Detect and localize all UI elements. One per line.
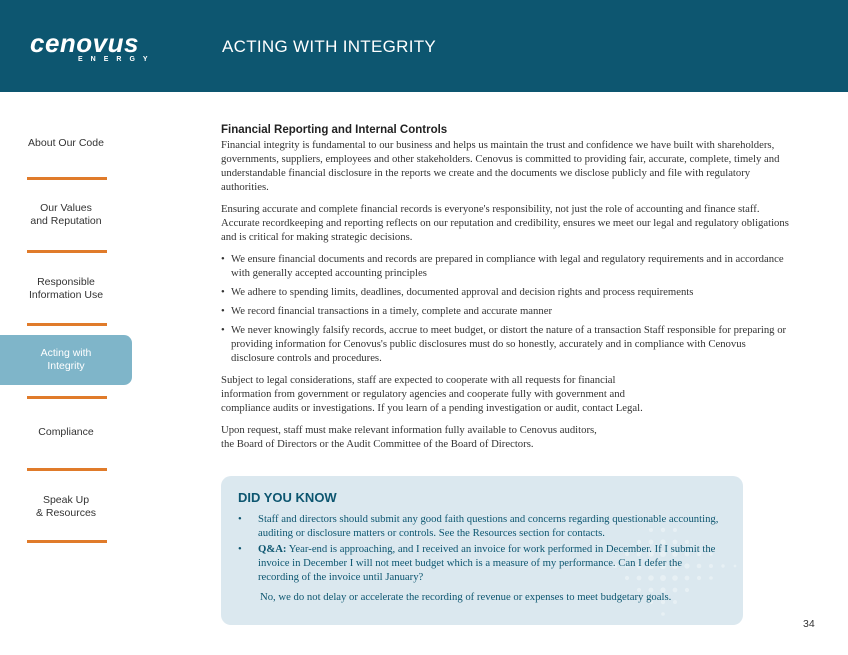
paragraph-line: Upon request, staff must make relevant information fully available to Cenovus auditors, [221, 424, 597, 436]
paragraph-line: compliance audits or investigations. If you learn of a pending investigation or audit, contact Legal. [221, 402, 643, 414]
bullet-list [221, 252, 791, 365]
paragraph: Financial integrity is fundamental to our business and helps us maintain the trust and confidence we have built with shareholders, governments, suppliers, employees and other stakeholders. Cenovus is committed to providing fair, accurate, complete, timely and understandable financial disclosure in the reports we create and the documents we disclose publicly and file with regulatory authorities. [221, 139, 780, 193]
sidebar-divider [27, 177, 107, 180]
qa-label: Q&A: [258, 543, 287, 555]
paragraph [221, 373, 791, 415]
sidebar-item-label: Responsible [37, 276, 95, 288]
paragraph-line: information from government or regulatory agencies and cooperate fully with government and [221, 388, 625, 400]
sidebar-item-label: Compliance [38, 426, 94, 438]
qa-answer: No, we do not delay or accelerate the recording of revenue or expenses to meet budgetary goals. [260, 591, 672, 603]
list-item: • We record financial transactions in a timely, complete and accurate manner [221, 304, 791, 318]
list-item: • We never knowingly falsify records, accrue to meet budget, or distort the nature of a transaction Staff responsible for preparing or providing information for Cenovus's public disclosures must do so honestly, accurately and in compliance with Cenovus disclosure controls and procedures. [221, 323, 791, 365]
sidebar-item-label: Speak Up [42, 494, 90, 506]
sidebar-item-label: About Our Code [28, 137, 104, 149]
sidebar-nav [0, 92, 140, 655]
sidebar-item-label: and Reputation [30, 215, 102, 227]
sidebar-divider [27, 468, 107, 471]
did-you-know-box [221, 476, 743, 625]
logo-subtitle: ENERGY [78, 56, 156, 63]
did-you-know-title: DID YOU KNOW [238, 490, 337, 505]
list-item [238, 542, 725, 584]
page-title: ACTING WITH INTEGRITY [222, 37, 437, 56]
sidebar-item-label: Integrity [47, 360, 85, 372]
sidebar-divider [27, 250, 107, 253]
sidebar-divider [27, 396, 107, 399]
sidebar-item-label: Our Values [40, 202, 92, 214]
logo-wordmark: cenovus [30, 28, 139, 58]
qa-question: Year-end is approaching, and I received an invoice for work performed in December. If I submit the invoice in December I will not meet budget which is a measure of my performance. Can I defer the recording of the invoice until January? [258, 543, 716, 583]
sidebar-item-compliance[interactable] [0, 426, 132, 439]
main-content [221, 123, 791, 459]
sidebar-item-acting-with-integrity[interactable] [0, 335, 132, 385]
sidebar-divider [27, 540, 107, 543]
page-number: 34 [803, 618, 815, 630]
sidebar-item-about-our-code[interactable] [0, 137, 132, 150]
list-item: • Staff and directors should submit any good faith questions and concerns regarding questionable accounting, auditing or disclosure matters or controls. See the Resources section for contacts. [238, 512, 725, 540]
paragraph-line: the Board of Directors or the Audit Committee of the Board of Directors. [221, 438, 534, 450]
list-item: • We adhere to spending limits, deadlines, documented approval and decision rights and process requirements [221, 285, 791, 299]
sidebar-item-our-values[interactable] [0, 202, 132, 228]
sidebar-item-responsible-information-use[interactable] [0, 276, 132, 302]
list-item: • We ensure financial documents and records are prepared in compliance with legal and regulatory requirements and in accordance with generally accepted accounting principles [221, 252, 791, 280]
page-header [0, 0, 848, 92]
sidebar-item-speak-up-resources[interactable] [0, 494, 132, 520]
sidebar-item-label: Information Use [28, 289, 104, 301]
paragraph: Ensuring accurate and complete financial records is everyone's responsibility, not just the role of accounting and finance staff. Accurate recordkeeping and reporting reflects on our reputation and credibility, ensures we meet our legal and regulatory obligations and is critical for making strategic decisions. [221, 203, 789, 243]
cenovus-logo[interactable] [30, 30, 154, 70]
paragraph-line: Subject to legal considerations, staff are expected to cooperate with all requests for financial [221, 374, 616, 386]
sidebar-divider [27, 323, 107, 326]
paragraph [221, 423, 791, 451]
did-you-know-list [238, 512, 725, 584]
section-heading: Financial Reporting and Internal Controls [221, 124, 448, 136]
sidebar-item-label: Acting with [40, 347, 92, 359]
sidebar-item-label: & Resources [35, 507, 97, 519]
